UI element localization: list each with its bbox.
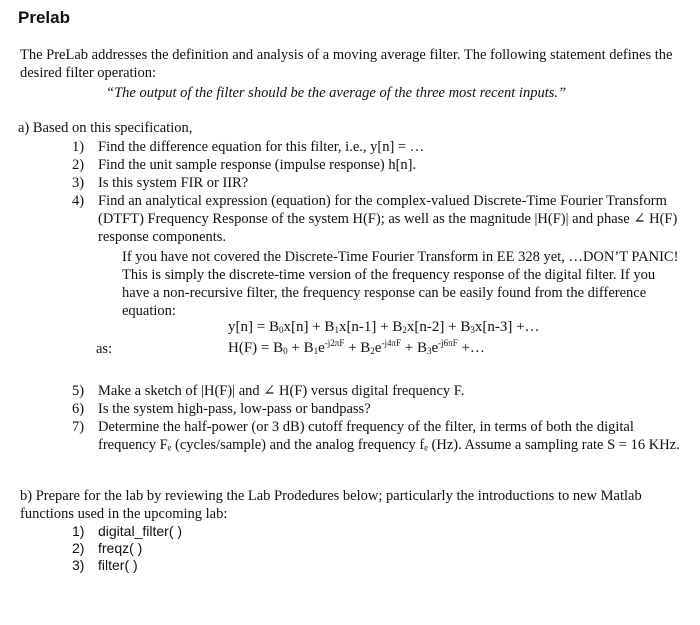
item-number: 1) xyxy=(72,139,85,155)
dtft-note: If you have not covered the Discrete-Time Fourier Transform in EE 328 yet, …DON’T PANIC! This is simply the discrete-time version of the frequency response of the digital filter. If you have a non-recursive filter, the frequency response can be easily found from the difference equation: xyxy=(122,249,679,319)
item-text: Find the unit sample response (impulse response) h[n]. xyxy=(98,157,417,173)
item-number: 7) xyxy=(72,419,85,435)
as-label: as: xyxy=(96,341,113,357)
intro-paragraph: The PreLab addresses the definition and analysis of a moving average filter. The following statement defines the desired filter operation: xyxy=(20,47,673,81)
item-number: 3) xyxy=(72,175,85,191)
section-a-list-continued xyxy=(72,382,684,454)
list-item xyxy=(72,418,684,454)
item-number: 2) xyxy=(72,540,85,556)
section-b-heading: b) Prepare for the lab by reviewing the Lab Prodedures below; particularly the introductions to new Matlab functions used in the upcoming lab: xyxy=(20,488,642,522)
item-number: 4) xyxy=(72,193,85,209)
item-number: 5) xyxy=(72,383,85,399)
item-text: Is this system FIR or IIR? xyxy=(98,175,249,191)
list-item xyxy=(72,523,372,540)
item-number: 6) xyxy=(72,401,85,417)
list-item xyxy=(72,382,684,400)
list-item xyxy=(72,192,684,246)
item-number: 1) xyxy=(72,523,85,539)
list-item xyxy=(72,540,372,557)
section-a-list xyxy=(72,138,684,246)
page-title: Prelab xyxy=(18,8,70,27)
filter-quote: “The output of the filter should be the average of the three most recent inputs.” xyxy=(106,85,567,101)
list-item xyxy=(72,400,684,418)
list-item xyxy=(72,174,684,192)
list-item xyxy=(72,156,684,174)
item-text: Find the difference equation for this filter, i.e., y[n] = … xyxy=(98,139,425,155)
item-text: Is the system high-pass, low-pass or bandpass? xyxy=(98,401,371,417)
item-text: Find an analytical expression (equation) for the complex-valued Discrete-Time Fourier Transform (DTFT) Frequency Response of the system H(F); as well as the magnitude |H(F)| and phase ∠ H(F) response components. xyxy=(98,193,678,245)
list-item xyxy=(72,138,684,156)
item-text: digital_filter( ) xyxy=(98,523,183,539)
list-item xyxy=(72,557,372,574)
section-a-heading: a) Based on this specification, xyxy=(18,120,193,136)
item-number: 2) xyxy=(72,157,85,173)
item-number: 3) xyxy=(72,557,85,573)
frequency-response-equation: $H(F) = B_0 + B_1e^{-j2\pi F} + B_2e^{-j4\pi F} + B_3e^{-j6\pi F}$ +… xyxy=(228,338,485,356)
item-text: filter( ) xyxy=(98,557,138,573)
item-text: Determine the half-power (or 3 dB) cutoff frequency of the filter, in terms of both the digital frequency Fₑ (cycles/sample) and the analog frequency fₑ (Hz). Assume a sampling rate S = 16 KHz. xyxy=(98,419,680,453)
section-b-list xyxy=(72,523,372,574)
item-text: Make a sketch of |H(F)| and ∠ H(F) versus digital frequency F. xyxy=(98,383,465,399)
difference-equation: $y[n] = B_0x[n] + B_1x[n-1] + B_2x[n-2] + B_3x[n-3]$ +… xyxy=(228,319,540,335)
item-text: freqz( ) xyxy=(98,540,143,556)
